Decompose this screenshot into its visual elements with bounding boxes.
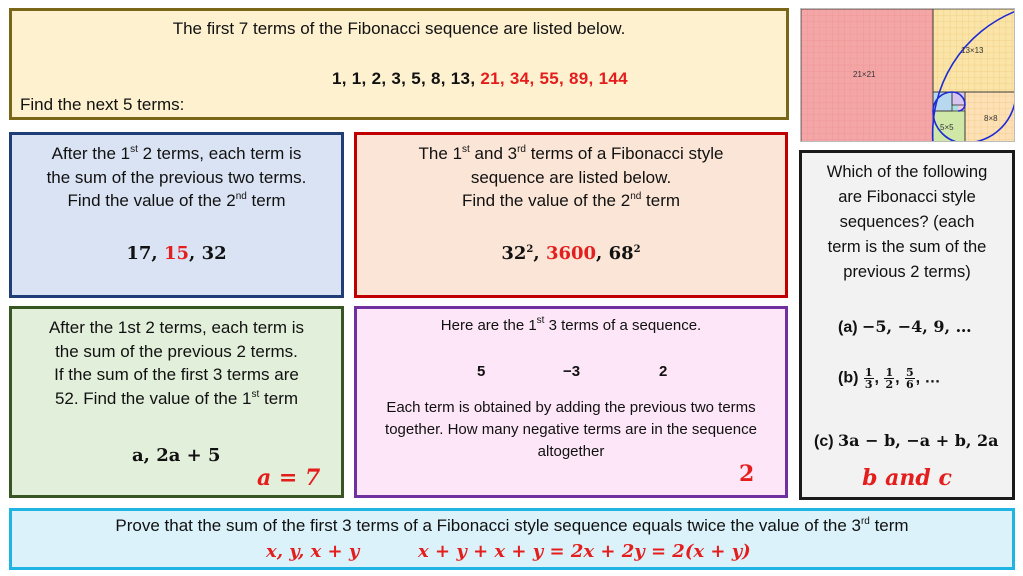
term-2: −3 — [563, 363, 581, 380]
question-find-first-term — [9, 306, 344, 498]
answer-terms: 21, 34, 55, 89, 144 — [480, 69, 628, 88]
fibonacci-spiral-image — [800, 8, 1015, 142]
answer-text: b and c — [862, 465, 952, 491]
fraction: $\frac{1}{2}$ — [885, 366, 894, 391]
question-text: Here are the 1st 3 terms of a sequence. — [440, 315, 702, 334]
question-prompt: Find the next 5 terms: — [20, 95, 185, 114]
option-c: (c) 3a − b, −a + b, 2a — [814, 431, 999, 450]
answer-terms: x, y, x + y — [266, 541, 360, 562]
question-text: The first 7 terms of the Fibonacci sequence are listed below. — [172, 19, 626, 38]
sequence-expression: a, 2a + 5 — [132, 445, 221, 466]
given-terms: 1, 1, 2, 3, 5, 8, 13, — [332, 69, 476, 88]
label-8: 8×8 — [984, 114, 998, 123]
question-find-second-term — [9, 132, 344, 298]
question-instructions: Each term is obtained by adding the previous two terms together. How many negative terms are in the sequence altogether — [385, 399, 757, 460]
answer-proof: x + y + x + y = 2x + 2y = 2(x + y) — [418, 541, 751, 562]
fraction: $\frac{1}{3}$ — [864, 366, 873, 391]
term-1: 5 — [477, 363, 486, 380]
label-5: 5×5 — [940, 123, 954, 132]
fraction: $\frac{5}{6}$ — [905, 366, 914, 391]
option-b: (b) $\frac{1}{3}$ , $\frac{1}{2}$ , $\frac{5}{6}$ , … — [838, 366, 941, 391]
question-text: After the 1st 2 terms, each term is the sum of the previous 2 terms. If the sum of the first 3 terms are 52. Find the value of the 1st term — [48, 318, 305, 408]
label-13: 13×13 — [961, 46, 984, 55]
answer-value: 3600 — [545, 243, 597, 264]
answer-text: a = 7 — [257, 465, 321, 491]
question-text: The 1st and 3rd terms of a Fibonacci style sequence are listed below. Find the value of the 2nd term — [418, 144, 724, 210]
question-text: Prove that the sum of the first 3 terms of a Fibonacci style sequence equals twice the value of the 3rd term — [115, 516, 909, 535]
sequence-terms: $32^2$, 3600, $68^2$ — [501, 243, 641, 264]
question-which-are-fibonacci — [799, 150, 1015, 500]
term-3: 2 — [659, 363, 668, 380]
question-squares-sequence — [354, 132, 788, 298]
option-a: (a) −5, −4, 9, … — [838, 317, 972, 336]
question-negative-terms — [354, 306, 788, 498]
answer-value: 15 — [163, 243, 190, 264]
question-text: After the 1st 2 terms, each term is the sum of the previous two terms. Find the value of the 2nd term — [46, 144, 307, 210]
label-21: 21×21 — [853, 70, 876, 79]
question-prove-sum — [9, 508, 1015, 570]
question-text: Which of the following are Fibonacci style sequences? (each term is the sum of the previous 2 terms) — [826, 163, 988, 281]
answer-text: 2 — [739, 461, 755, 487]
sequence-terms — [332, 69, 628, 89]
question-next-five-terms — [9, 8, 789, 120]
sequence-terms: 17, 15, 32 — [126, 243, 227, 264]
